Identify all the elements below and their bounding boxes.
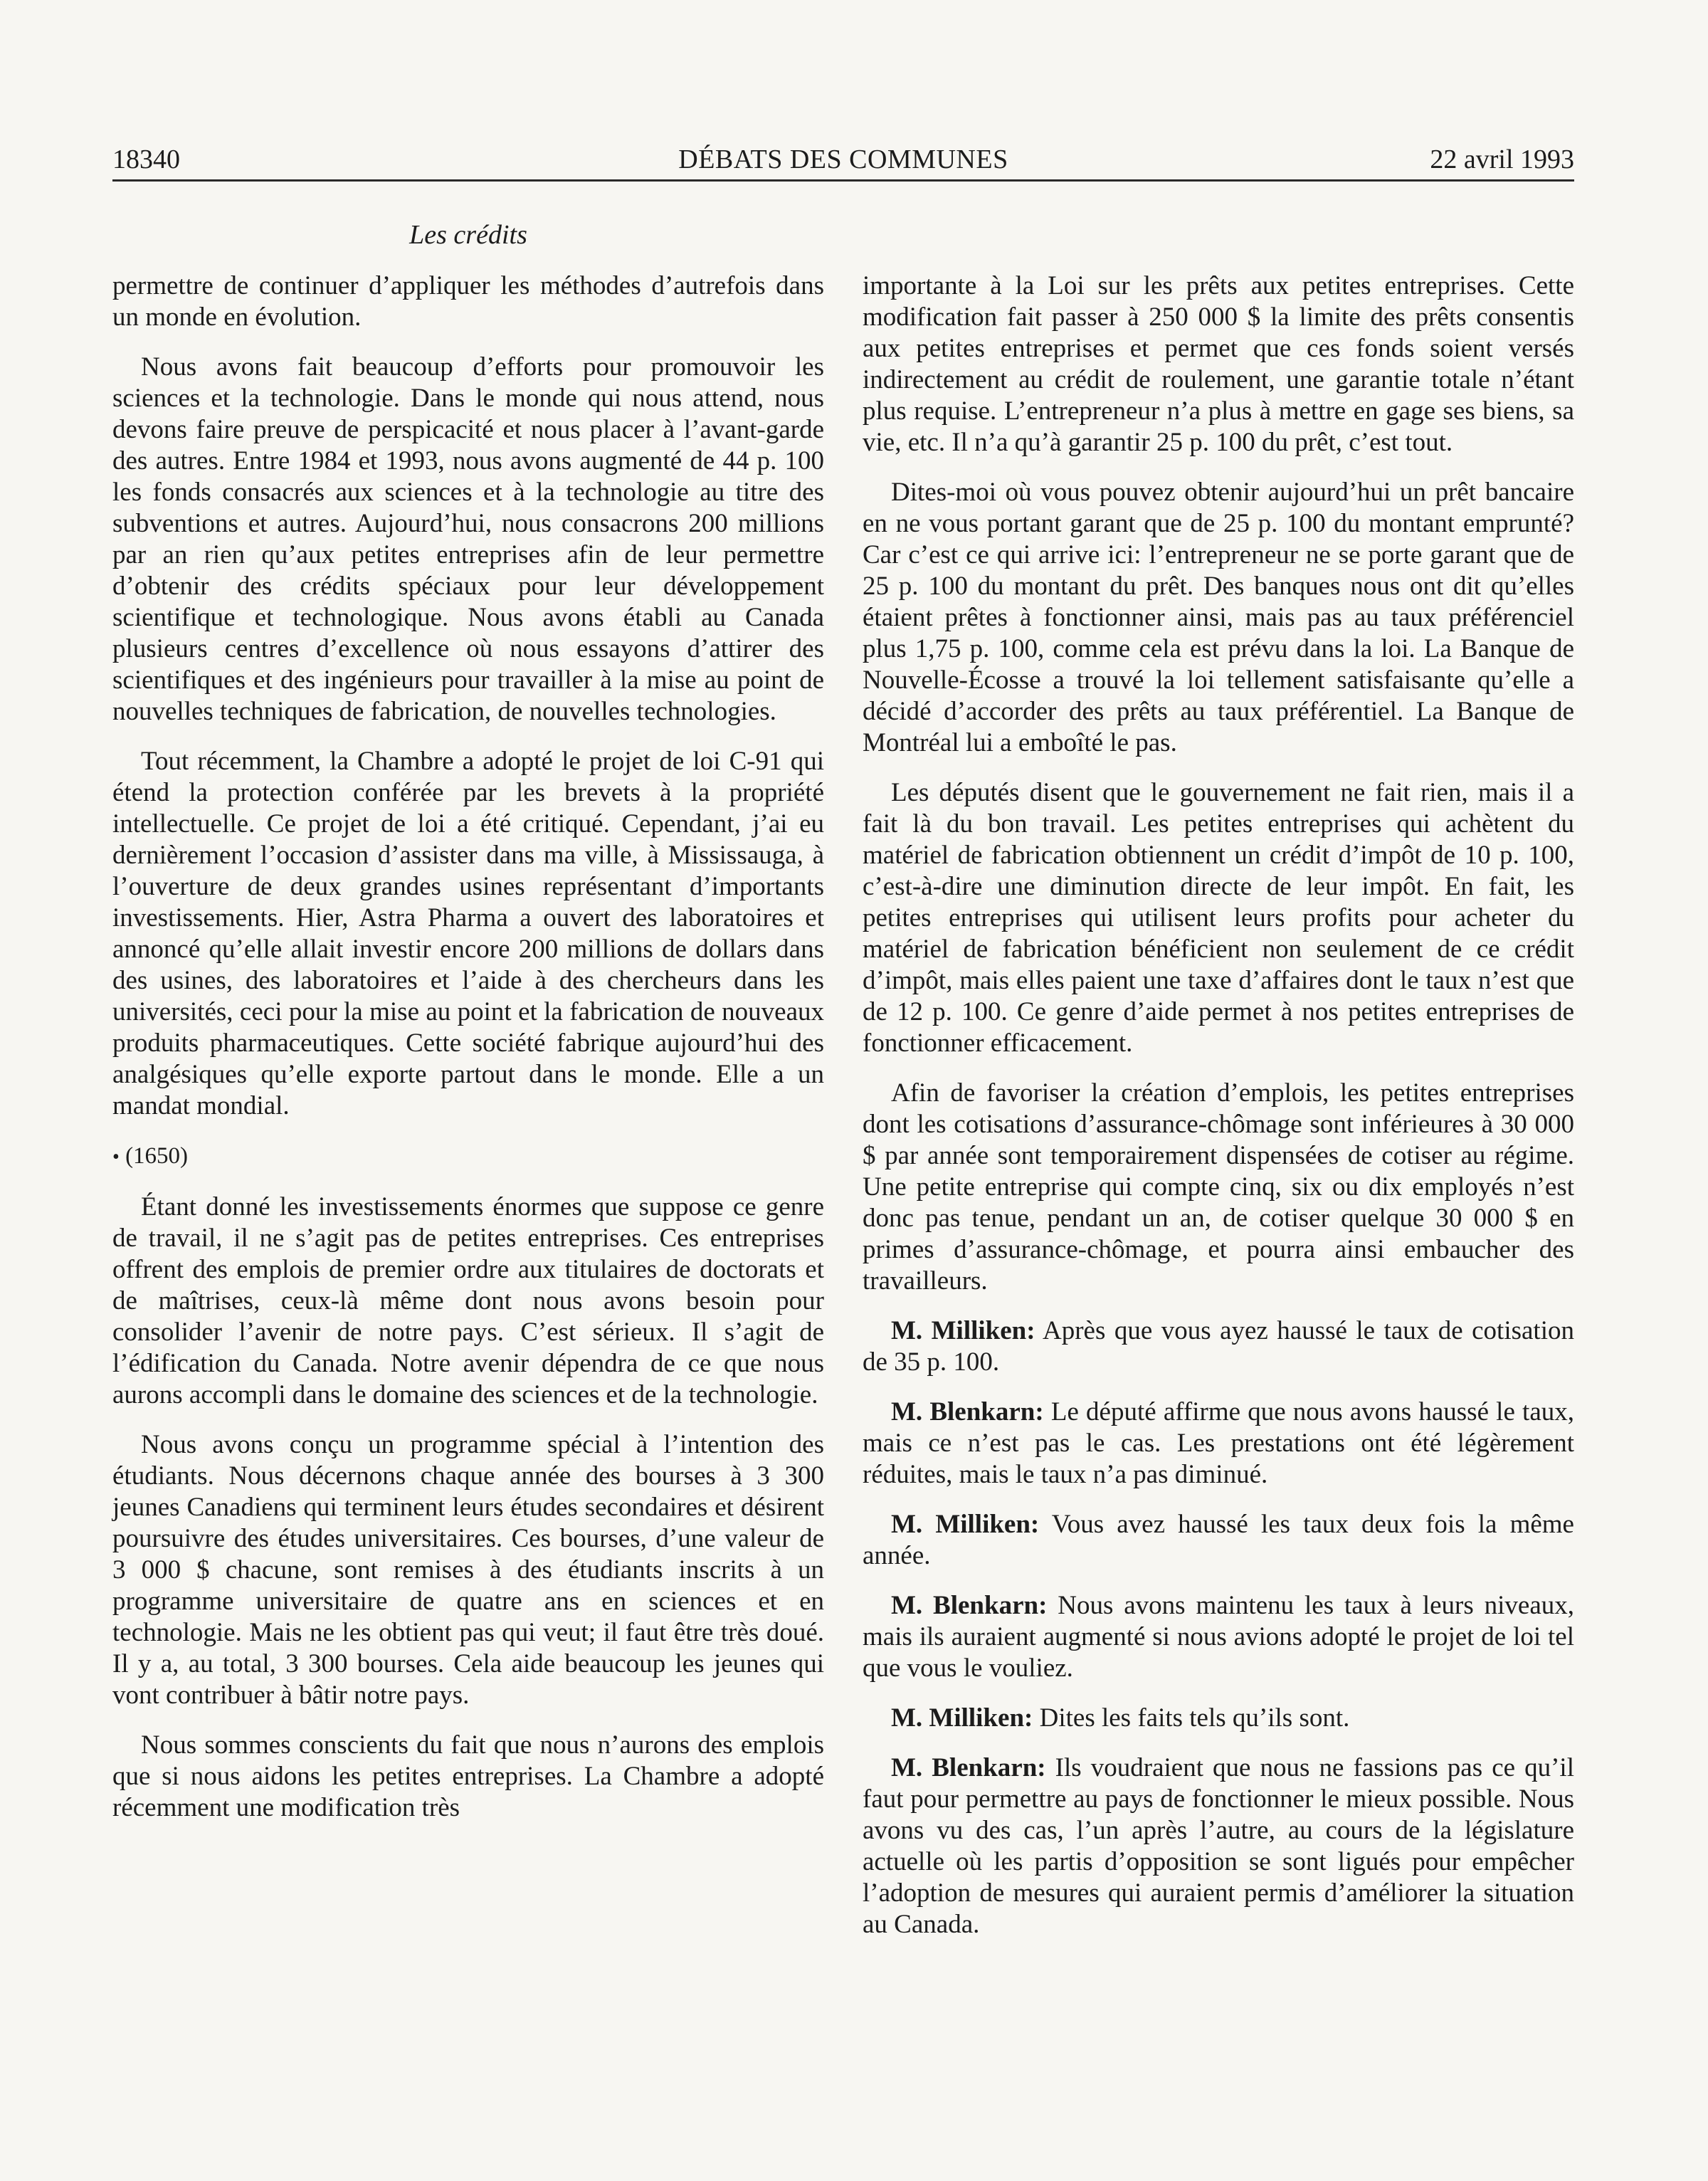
- speaker-name: M. Milliken:: [891, 1510, 1040, 1539]
- bullet-icon: •: [112, 1146, 120, 1168]
- paragraph: Afin de favoriser la création d’emplois, les petites entreprises dont les cotisations d’assurance-chômage sont inférieures à 30 000 $ par année sont temporairement dispensées de cotiser au régime. Une petite entreprise qui compte cinq, six ou dix employés n’est donc pas tenue, pendant un an, de cotiser quelque 30 000 $ en primes d’assurance-chômage, et pourra ainsi embaucher des travailleurs.: [863, 1078, 1574, 1296]
- speaker-name: M. Blenkarn:: [891, 1591, 1048, 1620]
- paragraph: Les députés disent que le gouvernement ne fait rien, mais il a fait là du bon travail. Les petites entreprises qui achètent du matériel de fabrication obtiennent un crédit d’impôt de 10 p. 100, c’est-à-dire une diminution directe de leur impôt. En fait, les petites entreprises qui utilisent leurs profits pour acheter du matériel de fabrication bénéficient non seulement de ce crédit d’impôt, mais elles paient une taxe d’affaires dont le taux n’est que de 12 p. 100. Ce genre d’aide permet à nos petites entreprises de fonctionner efficacement.: [863, 778, 1574, 1058]
- left-column: [112, 270, 824, 1824]
- paragraph: Dites-moi où vous pouvez obtenir aujourd’hui un prêt bancaire en ne vous portant garant que de 25 p. 100 du montant emprunté? Car c’est ce qui arrive ici: l’entrepreneur ne se porte garant que de 25 p. 100 du montant du prêt. Des banques nous ont dit qu’elles étaient prêtes à fonctionner ainsi, mais pas au taux préférenciel plus 1,75 p. 100, comme cela est prévu dans la loi. La Banque de Nouvelle-Écosse a trouvé la loi tellement satisfaisante qu’elle a décidé d’accorder des prêts au taux préférentiel. La Banque de Montréal lui a emboîté le pas.: [863, 478, 1574, 757]
- time-marker: [112, 1140, 824, 1173]
- right-column: [863, 270, 1574, 1940]
- speaker-turn: [863, 1752, 1574, 1940]
- section-title: Les crédits: [409, 220, 527, 250]
- page-number: 18340: [112, 144, 180, 174]
- paragraph: Étant donné les investissements énormes que suppose ce genre de travail, il ne s’agit pas de petites entreprises. Ces entreprises offrent des emplois de premier ordre aux titulaires de doctorats et de maîtrises, ceux-là même dont nous avons besoin pour consolider l’avenir de notre pays. C’est sérieux. Il s’agit de l’édification du Canada. Notre avenir dépendra de ce que nous aurons accompli dans le domaine des sciences et de la technologie.: [112, 1192, 824, 1409]
- publication-date: 22 avril 1993: [1430, 144, 1574, 174]
- paragraph: Nous avons fait beaucoup d’efforts pour promouvoir les sciences et la technologie. Dans le monde qui nous attend, nous devons faire preuve de perspicacité et nous placer à l’avant-garde des autres. Entre 1984 et 1993, nous avons augmenté de 44 p. 100 les fonds consacrés aux sciences et à la technologie au titre des subventions et autres. Aujourd’hui, nous consacrons 200 millions par an rien qu’aux petites entreprises afin de leur permettre d’obtenir des crédits spéciaux pour leur développement scientifique et technologique. Nous avons établi au Canada plusieurs centres d’excellence où nous essayons d’attirer des scientifiques et des ingénieurs pour travailler à la mise au point de nouvelles techniques de fabrication, de nouvelles technologies.: [112, 352, 824, 726]
- speech-text: Après que vous ayez haussé le taux de cotisation de 35 p. 100.: [863, 1316, 1574, 1377]
- speaker-turn: [863, 1397, 1574, 1491]
- time-stamp: (1650): [125, 1143, 189, 1169]
- speaker-name: M. Milliken:: [891, 1316, 1035, 1345]
- paragraph: Tout récemment, la Chambre a adopté le projet de loi C-91 qui étend la protection conférée par les brevets à la propriété intellectuelle. Ce projet de loi a été critiqué. Cependant, j’ai eu dernièrement l’occasion d’assister dans ma ville, à Mississauga, à l’ouverture de deux grandes usines représentant d’importants investissements. Hier, Astra Pharma a ouvert des laboratoires et annoncé qu’elle allait investir encore 200 millions de dollars dans des usines, des laboratoires et l’aide à des chercheurs dans les universités, ceci pour la mise au point et la fabrication de nouveaux produits pharmaceutiques. Cette société fabrique aujourd’hui des analgésiques qu’elle exporte partout dans le monde. Elle a un mandat mondial.: [112, 747, 824, 1120]
- speech-text: Le député affirme que nous avons haussé le taux, mais ce n’est pas le cas. Les prestations ont été légèrement réduites, mais le taux n’a pas diminué.: [863, 1397, 1574, 1489]
- speech-text: Dites les faits tels qu’ils sont.: [1033, 1703, 1350, 1733]
- speaker-turn: [863, 1509, 1574, 1572]
- speech-text: Vous avez haussé les taux deux fois la même année.: [863, 1510, 1574, 1570]
- speech-text: Nous avons maintenu les taux à leurs niveaux, mais ils auraient augmenté si nous avions adopté le projet de loi tel que vous le vouliez.: [863, 1591, 1574, 1683]
- speaker-turn: [863, 1590, 1574, 1684]
- page-header: [112, 140, 1574, 182]
- speaker-turn: [863, 1315, 1574, 1378]
- paragraph: Nous sommes conscients du fait que nous n’aurons des emplois que si nous aidons les petites entreprises. La Chambre a adopté récemment une modification très: [112, 1730, 824, 1822]
- speaker-name: M. Milliken:: [891, 1703, 1033, 1733]
- speaker-turn: [863, 1703, 1574, 1734]
- paragraph: importante à la Loi sur les prêts aux petites entreprises. Cette modification fait passer à 250 000 $ la limite des prêts consentis aux petites entreprises et permet que ces fonds soient versés indirectement au crédit de roulement, une garantie totale n’étant plus requise. L’entrepreneur n’a plus à mettre en gage ses biens, sa vie, etc. Il n’a qu’à garantir 25 p. 100 du prêt, c’est tout.: [863, 271, 1574, 457]
- paragraph: permettre de continuer d’appliquer les méthodes d’autrefois dans un monde en évolution.: [112, 271, 824, 332]
- speaker-name: M. Blenkarn:: [891, 1397, 1044, 1426]
- paragraph: Nous avons conçu un programme spécial à l’intention des étudiants. Nous décernons chaque année des bourses à 3 300 jeunes Canadiens qui terminent leurs études secondaires et désirent poursuivre des études universitaires. Ces bourses, d’une valeur de 3 000 $ chacune, sont remises à des étudiants inscrits à un programme universitaire de quatre ans en sciences et en technologie. Mais ne les obtient pas qui veut; il faut être très doué. Il y a, au total, 3 300 bourses. Cela aide beaucoup les jeunes qui vont contribuer à bâtir notre pays.: [112, 1430, 824, 1710]
- publication-title: DÉBATS DES COMMUNES: [678, 144, 1008, 174]
- speech-text: Ils voudraient que nous ne fassions pas ce qu’il faut pour permettre au pays de fonctionner le mieux possible. Nous avons vu des cas, l’un après l’autre, au cours de la législature actuelle où les partis d’opposition se sont ligués pour empêcher l’adoption de mesures qui auraient permis d’améliorer la situation au Canada.: [863, 1753, 1574, 1939]
- speaker-name: M. Blenkarn:: [891, 1753, 1046, 1782]
